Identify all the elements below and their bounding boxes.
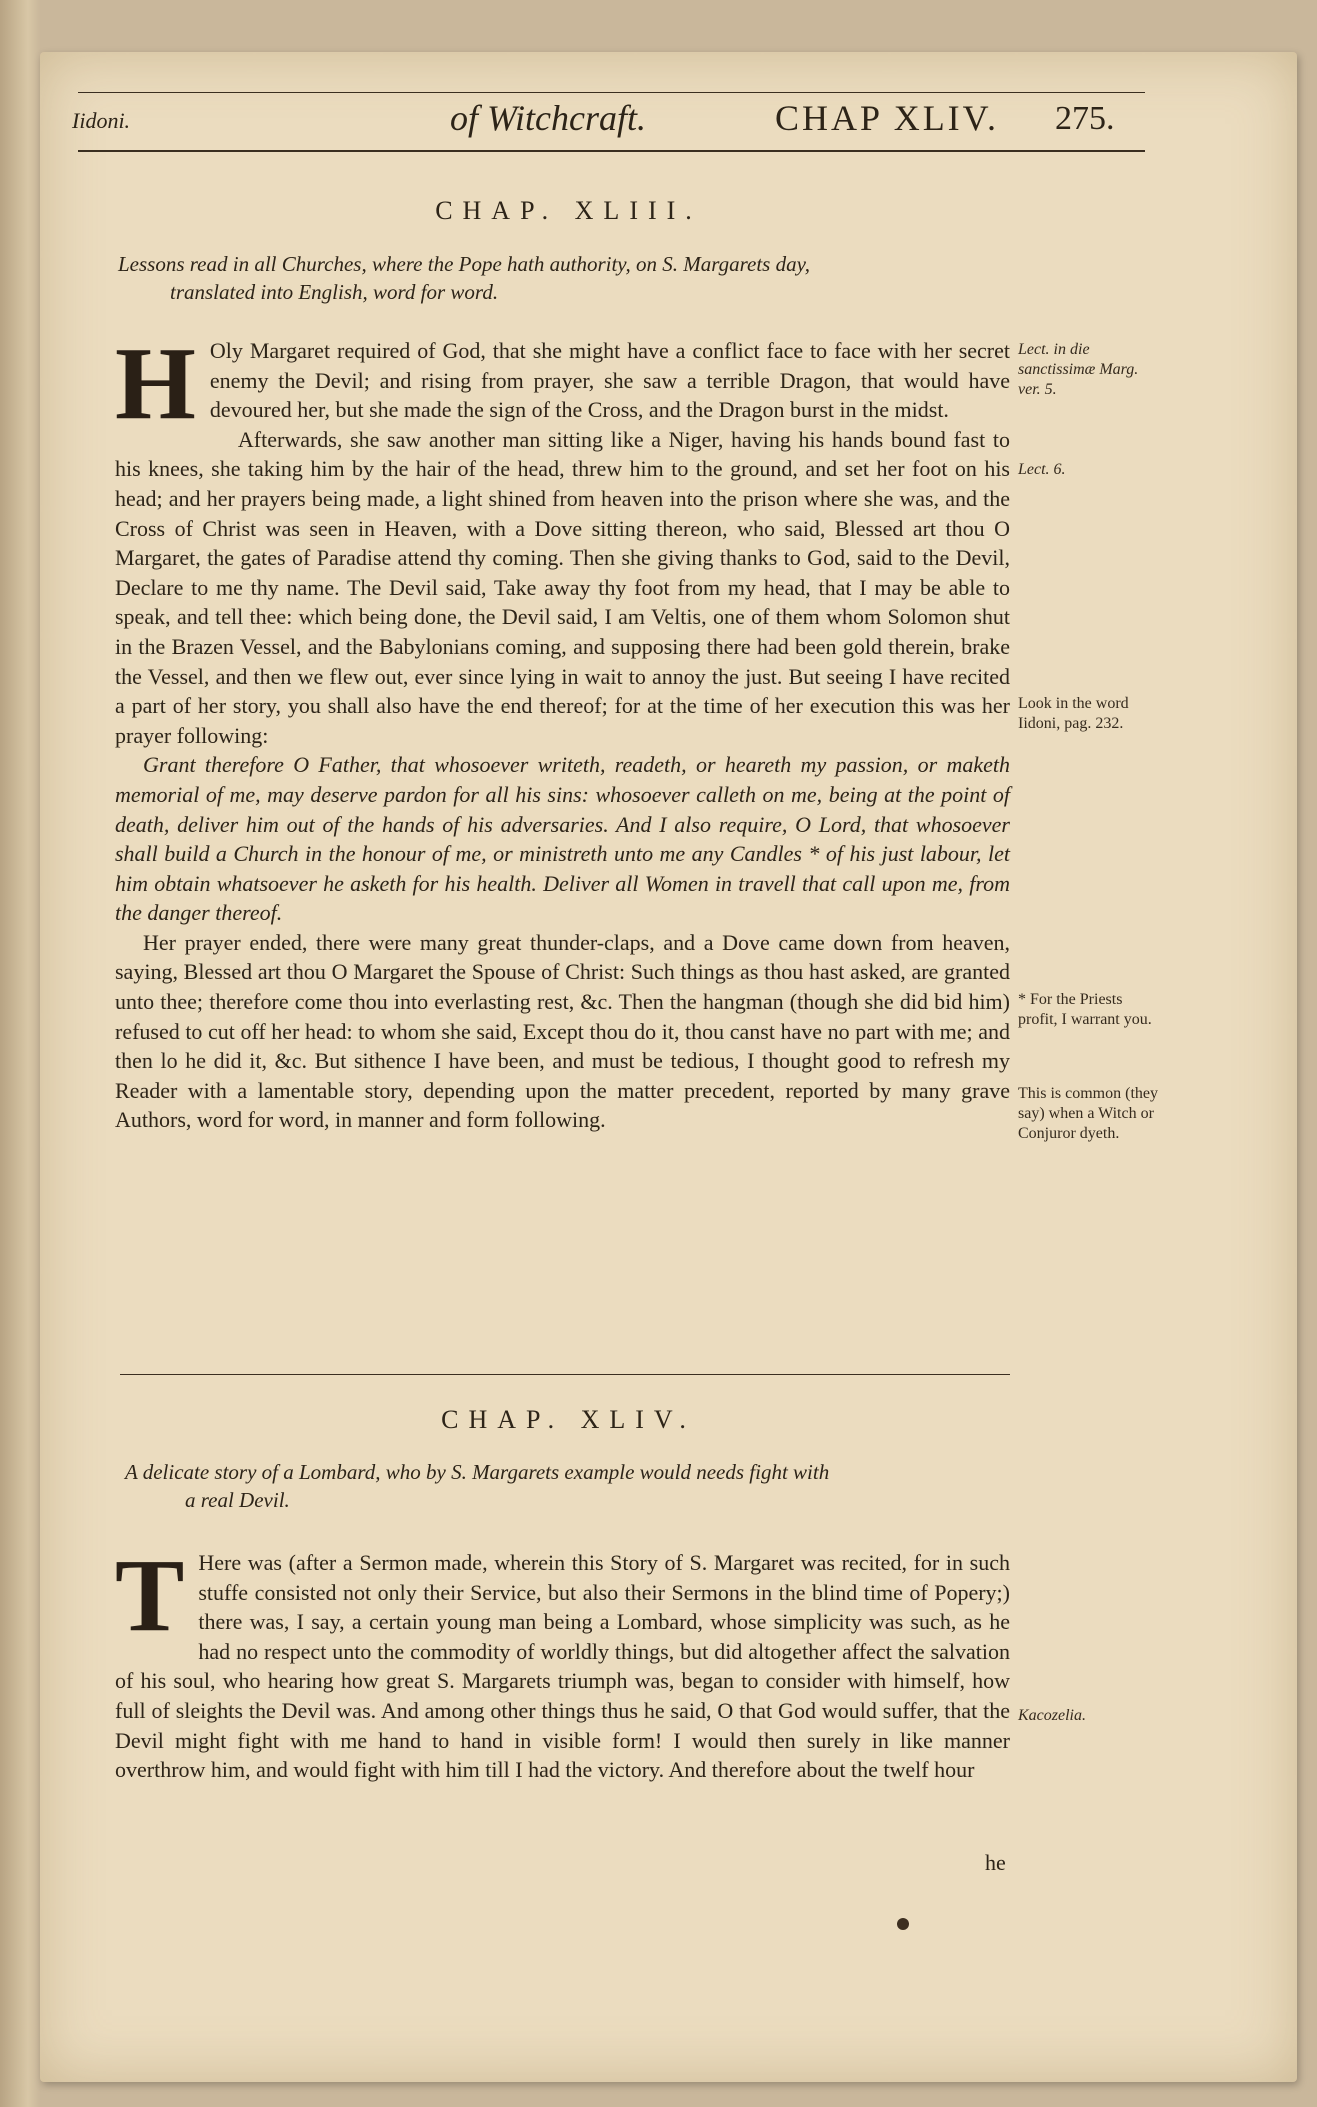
header-bottom-rule xyxy=(78,150,1145,152)
drop-cap-h: H xyxy=(115,326,196,441)
running-chapter: CHAP XLIV. xyxy=(775,98,1000,138)
chapter-44-subtitle-line2: a real Devil. xyxy=(185,1488,290,1512)
chapter-43-paragraph-1 xyxy=(115,326,1010,441)
chapter-44-paragraph-1 xyxy=(115,1538,1010,1785)
chapter-43-body xyxy=(115,326,1010,1135)
book-gutter xyxy=(0,0,40,2107)
paragraph-text: Oly Margaret required of God, that she might have a conflict face to face with her secret enemy the Devil; and rising from prayer, she saw a terrible Dragon, that would have devoured her, but she made the sign of the Cross, and the Dragon burst in the midst. xyxy=(209,338,1010,423)
header-left-word: Iidoni. xyxy=(72,108,131,133)
chapter-44-subtitle-line1: A delicate story of a Lombard, who by S. Margarets example would needs fight with xyxy=(125,1460,830,1484)
chapter-43-title: CHAP. XLIII. xyxy=(435,196,702,225)
drop-cap-t: T xyxy=(115,1538,185,1653)
margin-note-lect-5: Lect. in die sanctissimæ Marg. ver. 5. xyxy=(1018,341,1139,398)
chapter-43-subtitle-line1: Lessons read in all Churches, where the Pope hath authority, on S. Margarets day, xyxy=(118,252,810,276)
header-top-rule xyxy=(78,92,1145,93)
chapter-separator-rule xyxy=(120,1374,1010,1375)
margin-note-priests-profit: * For the Priests profit, I warrant you. xyxy=(1018,991,1152,1028)
margin-note-kacozelia: Kacozelia. xyxy=(1018,1707,1086,1724)
chapter-43-paragraph-2: Afterwards, she saw another man sitting like a Niger, having his hands bound fast to his knees, she taking him by the hair of the head, threw him to the ground, and set her foot on his head; and her prayers being made, a light shined from heaven into the prison where she was, and the Cross of Christ was seen in Heaven, with a Dove sitting thereon, who said, Blessed art thou O Margaret, the gates of Paradise attend thy coming. Then she giving thanks to God, said to the Devil, Declare to me thy name. The Devil said, Take away thy foot from my head, that I may be able to speak, and tell thee: which being done, the Devil said, I am Veltis, one of them whom Solomon shut in the Brazen Vessel, and the Babylonians coming, and supposing there had been gold therein, brake the Vessel, and then we flew out, ever since lying in wait to annoy the just. But seeing I have recited a part of her story, you shall also have the end thereof; for at the time of her execution this was her prayer following: xyxy=(115,426,1010,748)
margin-note-lect-6: Lect. 6. xyxy=(1018,461,1066,478)
chapter-44-body xyxy=(115,1538,1010,1785)
margin-note-look-iidoni: Look in the word Iidoni, pag. 232. xyxy=(1018,695,1129,732)
page-number: 275. xyxy=(1055,100,1115,137)
catchword: he xyxy=(985,1850,1006,1875)
margin-note-witch-dyeth: This is common (they say) when a Witch or Conjuror dyeth. xyxy=(1018,1085,1158,1142)
chapter-44-title: CHAP. XLIV. xyxy=(441,1405,696,1434)
running-title: of Witchcraft. xyxy=(450,98,646,138)
chapter-43-subtitle-line2: translated into English, word for word. xyxy=(170,280,499,304)
paragraph-text: Here was (after a Sermon made, wherein this Story of S. Margaret was recited, for in such stuffe consisted not only their Service, but also their Sermons in the blind time of Popery;) there was, I say, a certain young man being a Lombard, whose simplicity was such, as he had no respect unto the commodity of worldly things, but did altogether affect the salvation of his soul, who hearing how great S. Margarets triumph was, began to consider with himself, how full of sleights the Devil was. And among other things thus he said, O that God would suffer, that the Devil might fight with me hand to hand in visible form! I would then surely in like manner overthrow him, and would fight with him till I had the victory. And therefore about the twelf hour xyxy=(115,1550,1010,1783)
chapter-43-paragraph-4: Her prayer ended, there were many great thunder-claps, and a Dove came down from heaven, saying, Blessed art thou O Margaret the Spouse of Christ: Such things as thou hast asked, are granted unto thee; therefore come thou into everlasting rest, &c. Then the hangman (though she did bid him) refused to cut off her head: to whom she said, Except thou do it, thou canst have no part with me; and then lo he did it, &c. But sithence I have been, and must be tedious, I thought good to refresh my Reader with a lamentable story, depending upon the matter precedent, reported by many grave Authors, word for word, in manner and form following. xyxy=(115,929,1010,1133)
chapter-43-prayer: Grant therefore O Father, that whosoever writeth, readeth, or heareth my passion, or maketh memorial of me, may deserve pardon for all his sins: whosoever calleth on me, being at the point of death, deliver him out of the hands of his adversaries. And I also require, O Lord, that whosoever shall build a Church in the honour of me, or ministreth unto me any Candles * of his just labour, let him obtain whatsoever he asketh for his health. Deliver all Women in travell that call upon me, from the danger thereof. xyxy=(115,752,1010,926)
ink-spot xyxy=(897,1918,909,1930)
